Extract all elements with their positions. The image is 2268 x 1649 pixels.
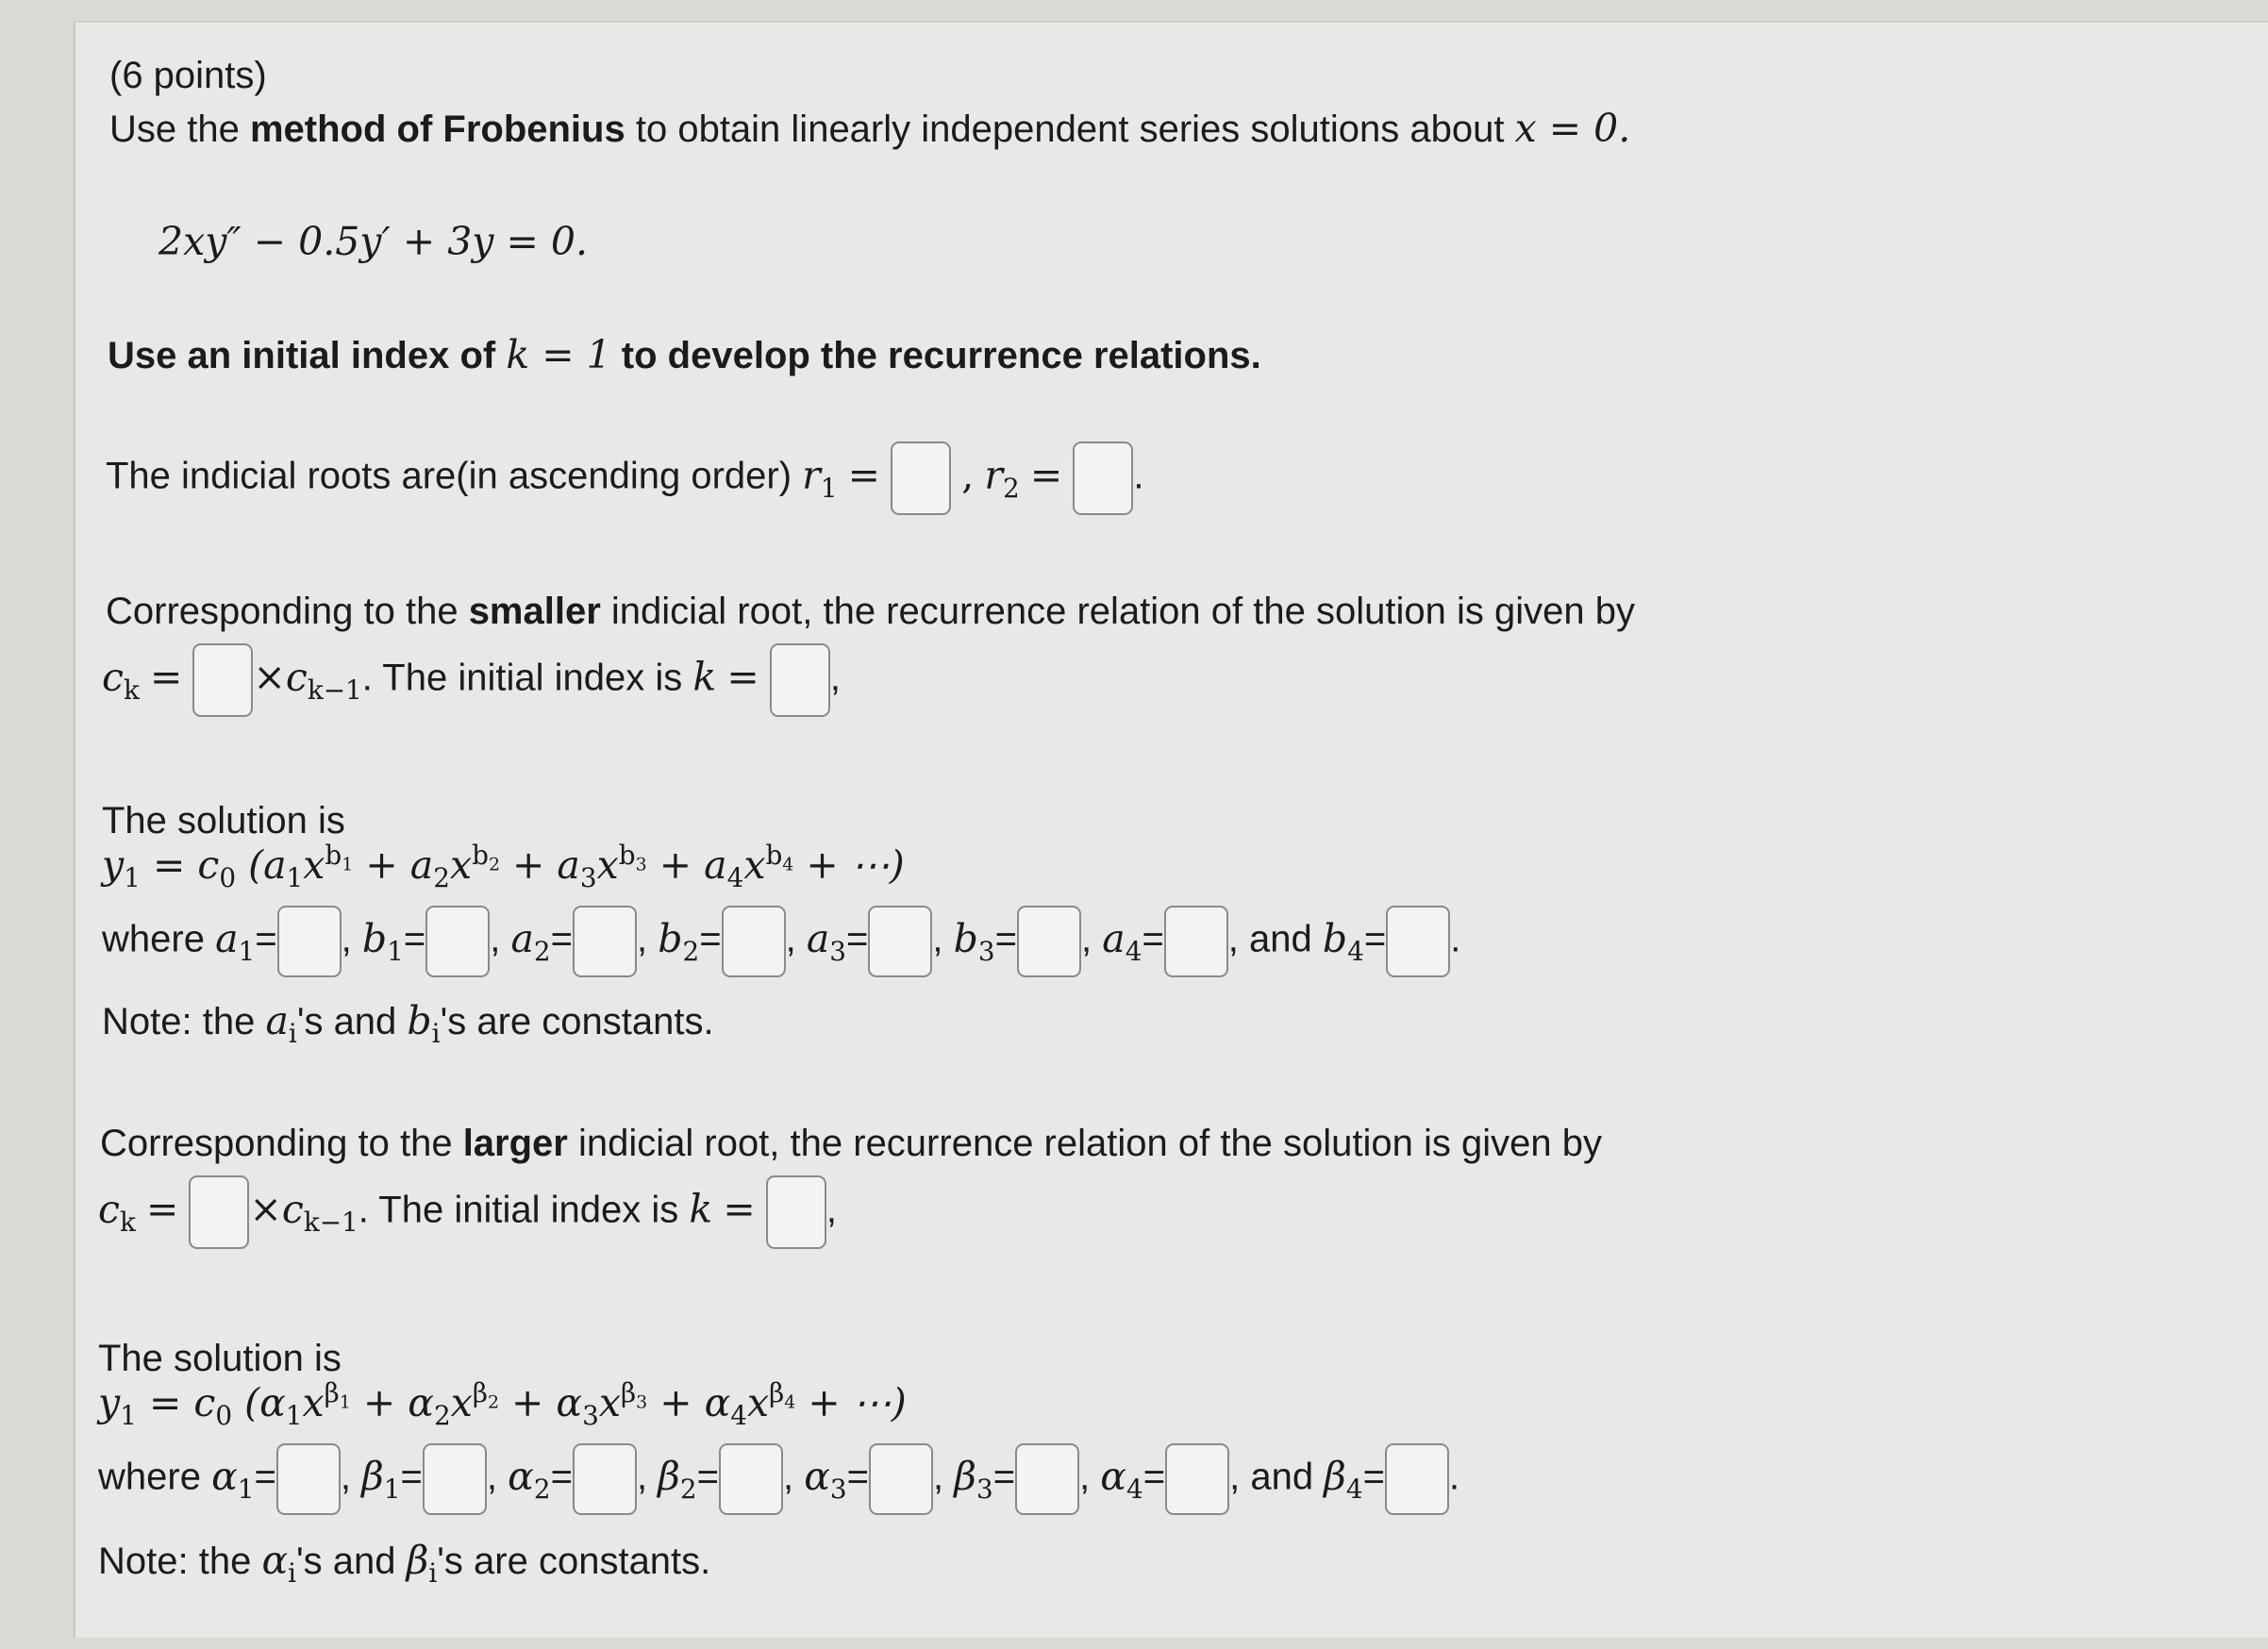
- b3-input[interactable]: [1017, 906, 1081, 977]
- a1-input[interactable]: [277, 906, 342, 977]
- b2-input[interactable]: [722, 906, 786, 977]
- b4-input[interactable]: [1386, 906, 1450, 977]
- beta1-input[interactable]: [423, 1443, 487, 1515]
- smaller-root-prompt: Corresponding to the smaller indicial root, the recurrence relation of the solution is given by: [106, 591, 1635, 632]
- intro-text: Use the method of Frobenius to obtain linearly independent series solutions about x = 0.: [109, 106, 1631, 151]
- beta2-input[interactable]: [719, 1443, 783, 1515]
- alpha3-input[interactable]: [869, 1443, 933, 1515]
- larger-note: Note: the $\alpha_i's$ and $\beta_i's$ are constants.: [98, 1538, 711, 1590]
- smaller-solution-label: The solution is: [102, 800, 345, 841]
- beta4-input[interactable]: [1385, 1443, 1449, 1515]
- indicial-roots-line: The indicial roots are(in ascending order) $r_1$ = , $r_2$ = .: [106, 441, 1144, 515]
- smaller-note: Note: the $a_i's$ and $b_i's$ are constants.: [102, 998, 714, 1050]
- smaller-initial-index-input[interactable]: [770, 643, 830, 717]
- a4-input[interactable]: [1164, 906, 1228, 977]
- differential-equation: 2xy″ − 0.5y′ + 3y = 0.: [158, 219, 588, 264]
- larger-solution-formula: $y_1 = c_0$ ($\alpha_1x^{\beta_1} + \alpha_2x^{\beta_2} + \alpha_3x^{\beta_3} + \alpha_4x^{\beta_4}$ + ⋯): [98, 1377, 907, 1431]
- r2-input[interactable]: [1073, 441, 1133, 515]
- smaller-recurrence-line: $c_k = \times c_{k-1}$. The initial index is k = ,: [102, 643, 841, 717]
- larger-initial-index-input[interactable]: [766, 1175, 826, 1249]
- larger-root-prompt: Corresponding to the larger indicial root, the recurrence relation of the solution is given by: [100, 1123, 1603, 1164]
- smaller-coefficients-line: where $a_1=$ , $b_1=$ , $a_2=$ , $b_2=$ , $a_3=$ , $b_3=$ , $a_4=$ , and $b_4=$ .: [102, 906, 1460, 977]
- beta3-input[interactable]: [1015, 1443, 1079, 1515]
- points-label: (6 points): [109, 55, 267, 96]
- larger-recurrence-coefficient-input[interactable]: [189, 1175, 249, 1249]
- alpha4-input[interactable]: [1165, 1443, 1229, 1515]
- alpha1-input[interactable]: [276, 1443, 341, 1515]
- smaller-solution-formula: $y_1 = c_0$ ($a_1x^{b_1} + a_2x^{b_2} + a_3x^{b_3} + a_4x^{b_4}$ + ⋯): [102, 840, 905, 893]
- larger-recurrence-line: $c_k = \times c_{k-1}$. The initial index is k = ,: [98, 1175, 837, 1249]
- expansion-point: x = 0.: [1514, 106, 1631, 151]
- larger-solution-label: The solution is: [98, 1338, 342, 1379]
- method-name: method of Frobenius: [249, 108, 625, 150]
- smaller-recurrence-coefficient-input[interactable]: [192, 643, 253, 717]
- r1-input[interactable]: [891, 441, 951, 515]
- a2-input[interactable]: [573, 906, 637, 977]
- index-instruction: Use an initial index of k = 1 to develop the recurrence relations.: [108, 332, 1261, 377]
- a3-input[interactable]: [868, 906, 932, 977]
- b1-input[interactable]: [425, 906, 490, 977]
- larger-coefficients-line: where $\alpha_1=$ , $\beta_1=$ , $\alpha_2=$ , $\beta_2=$ , $\alpha_3=$ , $\beta_3=$ , $\alpha_4=$ , and $\beta_4=$ .: [98, 1443, 1459, 1515]
- alpha2-input[interactable]: [573, 1443, 637, 1515]
